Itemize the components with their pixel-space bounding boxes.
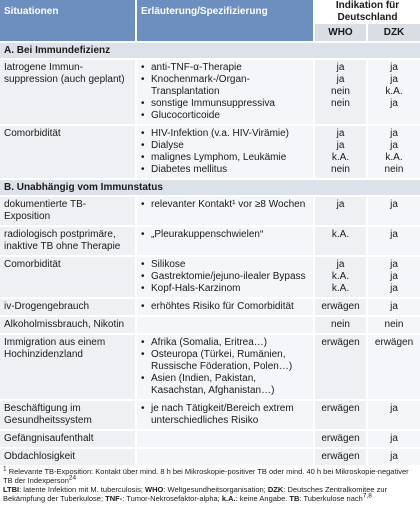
who-value: ja bbox=[336, 62, 345, 73]
dzk-value: ja bbox=[390, 229, 398, 240]
explanation-text: Silikose bbox=[151, 259, 186, 270]
explanation-item bbox=[141, 373, 311, 397]
footnotes bbox=[0, 465, 420, 503]
bullet-icon: • bbox=[141, 74, 145, 85]
bullet-icon: • bbox=[141, 259, 145, 270]
explanation-text: relevanter Kontakt¹ vor ≥8 Wochen bbox=[151, 199, 306, 210]
explanation-text: Afrika (Somalia, Eritrea…) bbox=[151, 337, 268, 348]
explanation-text: sonstige Immunsuppressiva bbox=[151, 98, 275, 109]
who-value: nein bbox=[331, 164, 350, 175]
bullet-icon: • bbox=[141, 349, 145, 360]
who-value: nein bbox=[331, 98, 350, 109]
bullet-icon: • bbox=[141, 283, 145, 294]
situation-cell: Alkoholmissbrauch, Nikotin bbox=[0, 316, 136, 334]
explanation-item bbox=[141, 152, 311, 164]
situation-cell: Gefängnisaufenthalt bbox=[0, 430, 136, 448]
explanation-cell bbox=[136, 59, 314, 125]
situation-cell: Comorbidität bbox=[0, 125, 136, 179]
explanation-text: malignes Lymphom, Leukämie bbox=[151, 152, 287, 163]
dzk-cell bbox=[367, 448, 420, 465]
explanation-item bbox=[141, 164, 311, 176]
section-header bbox=[0, 179, 420, 196]
dzk-value: ja bbox=[390, 259, 398, 270]
table-row bbox=[0, 334, 420, 400]
bullet-icon: • bbox=[141, 199, 145, 210]
who-cell bbox=[314, 59, 367, 125]
explanation-cell bbox=[136, 226, 314, 256]
indikation-line-2: Deutschland bbox=[337, 12, 398, 23]
who-value: erwägen bbox=[321, 301, 360, 312]
explanation-item bbox=[141, 403, 311, 427]
explanation-text: je nach Tätigkeit/Bereich extrem unterschiedliches Risiko bbox=[151, 403, 294, 426]
table-row bbox=[0, 298, 420, 316]
dzk-value: ja bbox=[390, 98, 398, 109]
explanation-cell bbox=[136, 196, 314, 226]
col-header-erlaeuterung: Erläuterung/Spezifizierung bbox=[136, 0, 314, 24]
bullet-icon: • bbox=[141, 373, 145, 384]
who-value: ja bbox=[336, 128, 345, 139]
explanation-cell bbox=[136, 334, 314, 400]
situation-cell: Iatrogene Immun-suppression (auch geplant) bbox=[0, 59, 136, 125]
col-header-dzk: DZK bbox=[367, 24, 420, 42]
explanation-item bbox=[141, 259, 311, 271]
explanation-item bbox=[141, 337, 311, 349]
table-row bbox=[0, 125, 420, 179]
indikation-line-1: Indikation für bbox=[335, 0, 400, 11]
section-header bbox=[0, 42, 420, 59]
explanation-cell bbox=[136, 400, 314, 430]
who-value: erwägen bbox=[321, 451, 360, 462]
section-title: A. Bei Immundefizienz bbox=[0, 42, 420, 59]
dzk-value: k.A. bbox=[385, 152, 403, 163]
dzk-value: ja bbox=[390, 128, 398, 139]
dzk-cell bbox=[367, 400, 420, 430]
explanation-cell bbox=[136, 256, 314, 298]
dzk-cell bbox=[367, 334, 420, 400]
who-cell bbox=[314, 125, 367, 179]
who-value: nein bbox=[331, 86, 350, 97]
bullet-icon: • bbox=[141, 128, 145, 139]
who-value: erwägen bbox=[321, 403, 360, 414]
explanation-text: HIV-Infektion (v.a. HIV-Virämie) bbox=[151, 128, 290, 139]
situation-cell: dokumentierte TB-Exposition bbox=[0, 196, 136, 226]
who-cell bbox=[314, 400, 367, 430]
explanation-text: „Pleurakuppenschwielen“ bbox=[151, 229, 264, 240]
situation-cell: Immigration aus einem Hochinzidenzland bbox=[0, 334, 136, 400]
who-value: k.A. bbox=[331, 271, 350, 282]
dzk-value: ja bbox=[390, 140, 398, 151]
who-value: ja bbox=[336, 74, 345, 85]
situation-cell: radiologisch postprimäre, inaktive TB ohne Therapie bbox=[0, 226, 136, 256]
dzk-cell bbox=[367, 125, 420, 179]
table-row bbox=[0, 59, 420, 125]
explanation-text: anti-TNF-α-Therapie bbox=[151, 62, 242, 73]
table-row bbox=[0, 226, 420, 256]
footnote-1: $^1$ Relevante TB-Exposition: Kontakt über mind. 8 h bei Mikroskopie-positiver TB oder mind. 40 h bei Mikroskopie-negativer TB der Indexperson$^{24}$ bbox=[3, 465, 409, 485]
explanation-item bbox=[141, 74, 311, 98]
who-value: nein bbox=[331, 319, 350, 330]
situation-cell: Beschäftigung im Gesundheitssystem bbox=[0, 400, 136, 430]
who-cell bbox=[314, 226, 367, 256]
dzk-value: ja bbox=[390, 451, 398, 462]
dzk-cell bbox=[367, 298, 420, 316]
who-cell bbox=[314, 430, 367, 448]
section-title: B. Unabhängig vom Immunstatus bbox=[0, 179, 420, 196]
dzk-value: erwägen bbox=[374, 337, 414, 348]
explanation-item bbox=[141, 98, 311, 110]
table-row bbox=[0, 400, 420, 430]
explanation-item bbox=[141, 283, 311, 295]
explanation-cell bbox=[136, 430, 314, 448]
explanation-item bbox=[141, 271, 311, 283]
col-header-who: WHO bbox=[314, 24, 367, 42]
table-row bbox=[0, 196, 420, 226]
who-cell bbox=[314, 298, 367, 316]
explanation-item bbox=[141, 128, 311, 140]
who-value: k.A. bbox=[331, 229, 350, 240]
dzk-value: ja bbox=[390, 199, 398, 210]
bullet-icon: • bbox=[141, 62, 145, 73]
dzk-value: ja bbox=[390, 283, 398, 294]
explanation-text: Knochenmark-/Organ-Transplantation bbox=[151, 74, 250, 97]
who-cell bbox=[314, 334, 367, 400]
explanation-text: Osteuropa (Türkei, Rumänien, Russische Föderation, Polen…) bbox=[151, 349, 293, 372]
who-value: ja bbox=[336, 199, 345, 210]
explanation-item bbox=[141, 349, 311, 373]
situation-cell: Obdachlosigkeit bbox=[0, 448, 136, 465]
dzk-value: ja bbox=[390, 433, 398, 444]
bullet-icon: • bbox=[141, 98, 145, 109]
header-row-1 bbox=[0, 0, 420, 24]
dzk-cell bbox=[367, 196, 420, 226]
who-value: k.A. bbox=[331, 152, 350, 163]
col-header-situationen: Situationen bbox=[0, 0, 136, 24]
who-value: ja bbox=[336, 140, 345, 151]
table-row bbox=[0, 448, 420, 465]
explanation-text: Glucocorticoide bbox=[151, 110, 220, 121]
dzk-value: ja bbox=[390, 74, 398, 85]
explanation-item bbox=[141, 229, 311, 241]
explanation-item bbox=[141, 301, 311, 313]
explanation-item bbox=[141, 110, 311, 122]
dzk-value: k.A. bbox=[385, 86, 403, 97]
table-row bbox=[0, 430, 420, 448]
who-value: k.A. bbox=[331, 283, 350, 294]
bullet-icon: • bbox=[141, 403, 145, 414]
bullet-icon: • bbox=[141, 337, 145, 348]
table-row bbox=[0, 256, 420, 298]
explanation-text: Asien (Indien, Pakistan, Kasachstan, Afghanistan…) bbox=[151, 373, 275, 396]
explanation-text: Gastrektomie/jejuno-ilealer Bypass bbox=[151, 271, 306, 282]
dzk-value: ja bbox=[390, 403, 398, 414]
dzk-cell bbox=[367, 430, 420, 448]
who-value: erwägen bbox=[321, 433, 360, 444]
explanation-cell bbox=[136, 125, 314, 179]
dzk-cell bbox=[367, 316, 420, 334]
who-cell bbox=[314, 256, 367, 298]
header-row-2 bbox=[0, 24, 420, 42]
explanation-text: Dialyse bbox=[151, 140, 184, 151]
explanation-item bbox=[141, 62, 311, 74]
dzk-value: ja bbox=[390, 301, 398, 312]
dzk-cell bbox=[367, 256, 420, 298]
bullet-icon: • bbox=[141, 229, 145, 240]
bullet-icon: • bbox=[141, 110, 145, 121]
dzk-cell bbox=[367, 226, 420, 256]
dzk-value: ja bbox=[390, 62, 398, 73]
explanation-item bbox=[141, 199, 311, 211]
situation-cell: iv-Drogengebrauch bbox=[0, 298, 136, 316]
dzk-value: nein bbox=[384, 319, 404, 330]
who-cell bbox=[314, 196, 367, 226]
explanation-text: erhöhtes Risiko für Comorbidität bbox=[151, 301, 294, 312]
dzk-cell bbox=[367, 59, 420, 125]
explanation-cell bbox=[136, 316, 314, 334]
bullet-icon: • bbox=[141, 140, 145, 151]
bullet-icon: • bbox=[141, 301, 145, 312]
bullet-icon: • bbox=[141, 164, 145, 175]
header-spacer-2 bbox=[136, 24, 314, 42]
who-value: ja bbox=[336, 259, 345, 270]
dzk-value: ja bbox=[390, 271, 398, 282]
bullet-icon: • bbox=[141, 152, 145, 163]
dzk-value: nein bbox=[384, 164, 404, 175]
table-row bbox=[0, 316, 420, 334]
explanation-item bbox=[141, 140, 311, 152]
explanation-text: Kopf-Hals-Karzinom bbox=[151, 283, 241, 294]
col-header-indikation bbox=[314, 0, 420, 24]
explanation-cell bbox=[136, 298, 314, 316]
header-spacer-1 bbox=[0, 24, 136, 42]
who-cell bbox=[314, 448, 367, 465]
situation-cell: Comorbidität bbox=[0, 256, 136, 298]
explanation-text: Diabetes mellitus bbox=[151, 164, 228, 175]
who-value: erwägen bbox=[321, 337, 360, 348]
footnote-abbreviations: LTBI: latente Infektion mit M. tuberculosis; WHO: Weltgesundheitsorganisation; DZK: Deutsches Zentralkomitee zur Bekämpfung der Tuberkulose; TNF-: Tumor-Nekrosefaktor-alpha; k.A.: keine Angabe. TB: Tuberkulose nach$^{7,8}$ bbox=[3, 485, 388, 503]
explanation-cell bbox=[136, 448, 314, 465]
bullet-icon: • bbox=[141, 271, 145, 282]
table-body bbox=[0, 42, 420, 465]
who-cell bbox=[314, 316, 367, 334]
